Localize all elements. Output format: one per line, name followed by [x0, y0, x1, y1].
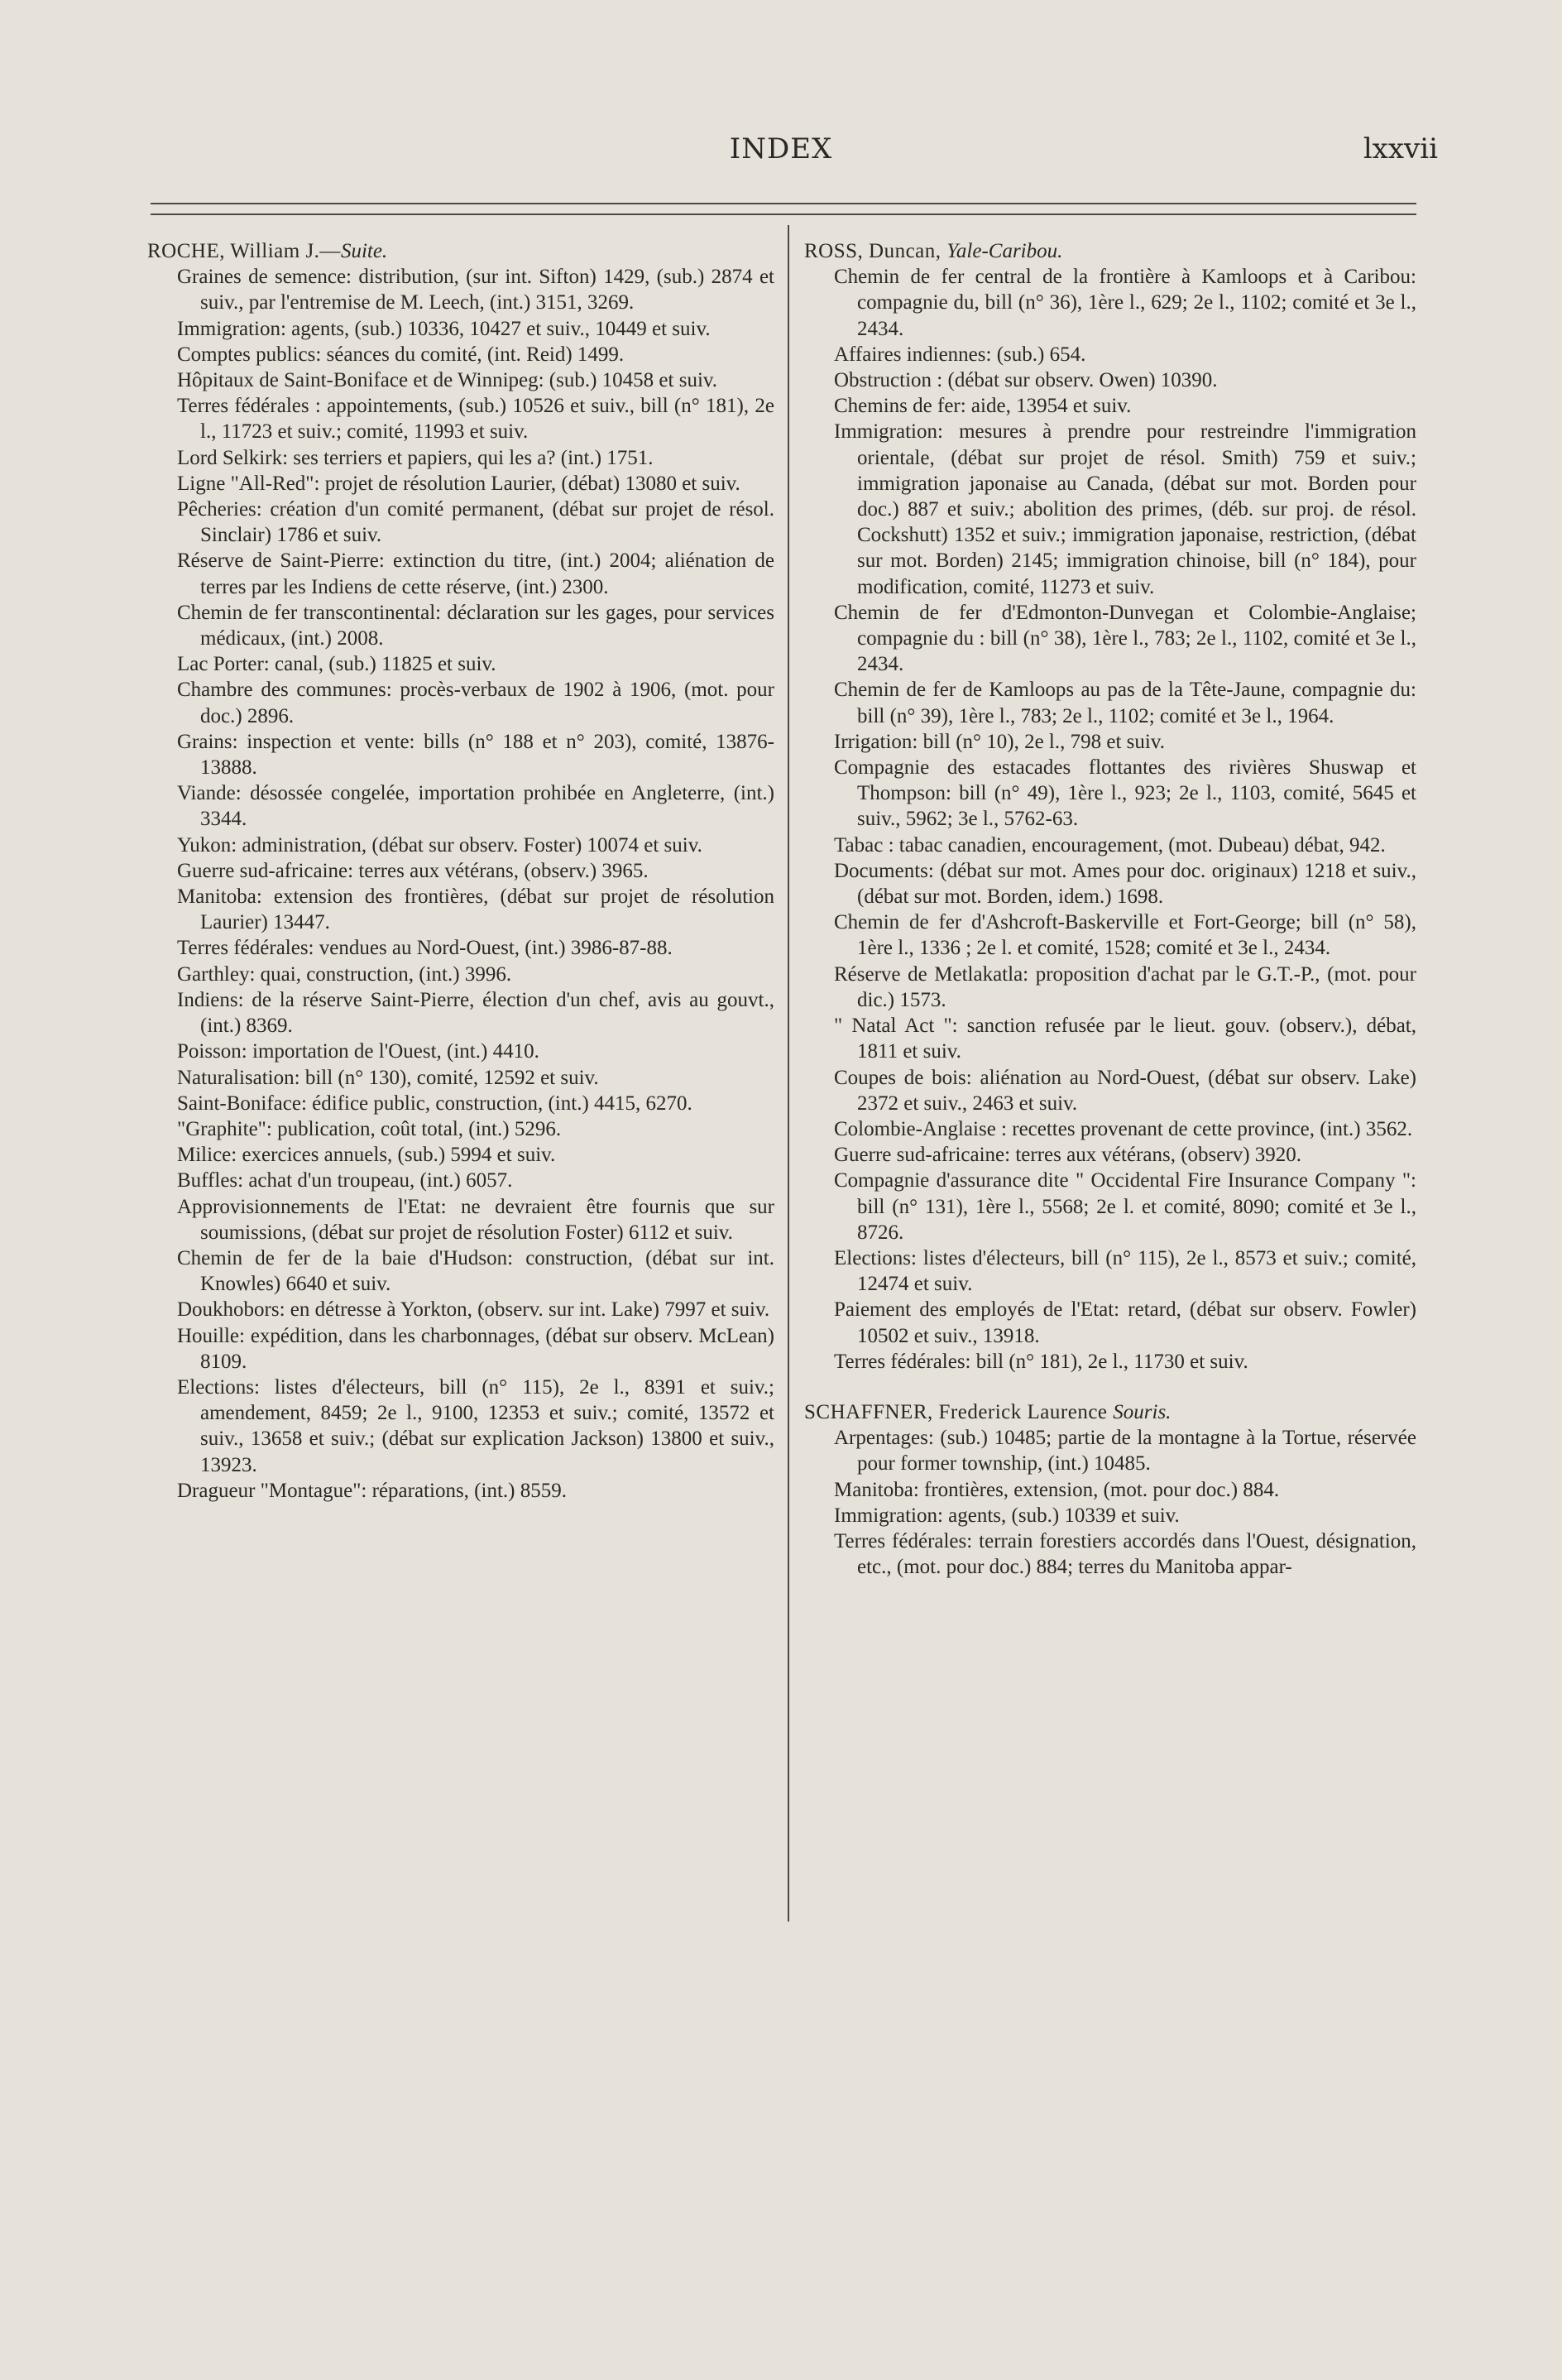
- index-heading: [804, 1399, 1416, 1425]
- index-entry: Terres fédérales: vendues au Nord-Ouest, (int.) 3986-87-88.: [177, 937, 673, 960]
- index-entry: Poisson: importation de l'Ouest, (int.) 4410.: [177, 1040, 539, 1063]
- index-entry: Guerre sud-africaine: terres aux vétérans, (observ.) 3965.: [177, 859, 649, 882]
- index-entry: Graines de semence: distribution, (sur int. Sifton) 1429, (sub.) 2874 et suiv., par l'entremise de M. Leech, (int.) 3151, 3269.: [177, 266, 774, 314]
- index-entry: Terres fédérales: bill (n° 181), 2e l., 11730 et suiv.: [834, 1350, 1248, 1373]
- member-riding: Souris.: [1113, 1400, 1172, 1423]
- index-entry: Chambre des communes: procès-verbaux de 1902 à 1906, (mot. pour doc.) 2896.: [177, 679, 774, 727]
- index-heading: [804, 238, 1416, 264]
- index-entry: Elections: listes d'électeurs, bill (n° 115), 2e l., 8391 et suiv.; amendement, 8459; 2e l., 9100, 12353 et suiv.; comité, 13572 et suiv., 13658 et suiv.; (débat sur explication Jackson) 13800 et suiv., 13923.: [177, 1375, 774, 1476]
- index-entry: Compagnie d'assurance dite " Occidental Fire Insurance Company ": bill (n° 131), 1ère l., 5568; 2e l. et comité, 8090; comité et 3e l., 8726.: [834, 1169, 1416, 1244]
- index-entry: Grains: inspection et vente: bills (n° 188 et n° 203), comité, 13876-13888.: [177, 730, 774, 780]
- member-riding: Suite.: [340, 240, 388, 262]
- index-entry: Colombie-Anglaise : recettes provenant de cette province, (int.) 3562.: [834, 1117, 1413, 1140]
- right-column: [804, 238, 1416, 1580]
- column-divider: [788, 225, 789, 1922]
- index-entry: "Graphite": publication, coût total, (int.) 5296.: [177, 1117, 562, 1140]
- index-entry: Lac Porter: canal, (sub.) 11825 et suiv.: [177, 653, 496, 676]
- index-entry: Buffles: achat d'un troupeau, (int.) 6057.: [177, 1169, 513, 1192]
- index-block: [147, 238, 774, 1504]
- index-entry: Réserve de Saint-Pierre: extinction du titre, (int.) 2004; aliénation de terres par les Indiens de cette réserve, (int.) 2300.: [177, 549, 774, 598]
- index-entry: Compagnie des estacades flottantes des rivières Shuswap et Thompson: bill (n° 49), 1ère l., 923; 2e l., 1103, comité, 5645 et suiv., 5962; 3e l., 5762-63.: [834, 756, 1416, 831]
- index-entry: Manitoba: extension des frontières, (débat sur projet de résolution Laurier) 13447.: [177, 885, 774, 934]
- index-entry: Coupes de bois: aliénation au Nord-Ouest, (débat sur observ. Lake) 2372 et suiv., 2463 et suiv.: [834, 1066, 1416, 1115]
- index-entry: Hôpitaux de Saint-Boniface et de Winnipeg: (sub.) 10458 et suiv.: [177, 369, 718, 392]
- index-entry: Doukhobors: en détresse à Yorkton, (observ. sur int. Lake) 7997 et suiv.: [177, 1298, 770, 1322]
- index-entry: Documents: (débat sur mot. Ames pour doc. originaux) 1218 et suiv., (débat sur mot. Borden, idem.) 1698.: [834, 859, 1416, 909]
- index-entry: Paiement des employés de l'Etat: retard, (débat sur observ. Fowler) 10502 et suiv., 13918.: [834, 1298, 1416, 1347]
- index-block: [804, 238, 1416, 1375]
- index-block: [804, 1399, 1416, 1580]
- index-entry: Comptes publics: séances du comité, (int. Reid) 1499.: [177, 343, 625, 366]
- index-entry: Immigration: agents, (sub.) 10339 et suiv.: [834, 1504, 1180, 1527]
- index-entry: " Natal Act ": sanction refusée par le lieut. gouv. (observ.), débat, 1811 et suiv.: [834, 1015, 1416, 1063]
- index-entry: Guerre sud-africaine: terres aux vétérans, (observ) 3920.: [834, 1144, 1302, 1167]
- page-header: [0, 132, 1562, 174]
- index-entry: Terres fédérales: terrain forestiers accordés dans l'Ouest, désignation, etc., (mot. pour doc.) 884; terres du Manitoba appar-: [834, 1529, 1416, 1579]
- index-entry: Lord Selkirk: ses terriers et papiers, qui les a? (int.) 1751.: [177, 446, 654, 469]
- index-entry: Houille: expédition, dans les charbonnages, (débat sur observ. McLean) 8109.: [177, 1324, 774, 1373]
- index-entry: Affaires indiennes: (sub.) 654.: [834, 343, 1086, 366]
- member-name: SCHAFFNER, Frederick Laurence: [804, 1400, 1114, 1423]
- index-entry: Indiens: de la réserve Saint-Pierre, élection d'un chef, avis au gouvt., (int.) 8369.: [177, 988, 774, 1038]
- index-entry: Dragueur "Montague": réparations, (int.) 8559.: [177, 1479, 567, 1502]
- index-entry: Chemin de fer central de la frontière à Kamloops et à Caribou: compagnie du, bill (n° 36), 1ère l., 629; 2e l., 1102; comité et 3e l., 2434.: [834, 266, 1416, 340]
- left-column: [147, 238, 774, 1504]
- header-rule-top: [151, 203, 1416, 204]
- index-entry: Chemin de fer d'Ashcroft-Baskerville et Fort-George; bill (n° 58), 1ère l., 1336 ; 2e l. et comité, 1528; comité et 3e l., 2434.: [834, 911, 1416, 960]
- index-entry: Approvisionnements de l'Etat: ne devraient être fournis que sur soumissions, (débat sur projet de résolution Foster) 6112 et suiv.: [177, 1195, 774, 1244]
- index-entry: Pêcheries: création d'un comité permanent, (débat sur projet de résol. Sinclair) 1786 et suiv.: [177, 498, 774, 547]
- index-entry: Milice: exercices annuels, (sub.) 5994 et suiv.: [177, 1144, 556, 1167]
- index-entry: Saint-Boniface: édifice public, construction, (int.) 4415, 6270.: [177, 1092, 692, 1115]
- index-entry: Tabac : tabac canadien, encouragement, (mot. Dubeau) débat, 942.: [834, 833, 1386, 857]
- index-entry: Chemin de fer de Kamloops au pas de la Tête-Jaune, compagnie du: bill (n° 39), 1ère l., 783; 2e l., 1102; comité et 3e l., 1964.: [834, 679, 1416, 727]
- header-rule-bottom: [151, 214, 1416, 215]
- member-name: ROCHE, William J.—: [147, 240, 341, 262]
- page-number: lxxvii: [1363, 132, 1438, 166]
- index-entry: Irrigation: bill (n° 10), 2e l., 798 et suiv.: [834, 730, 1165, 753]
- index-entry: Elections: listes d'électeurs, bill (n° 115), 2e l., 8573 et suiv.; comité, 12474 et suiv.: [834, 1246, 1416, 1296]
- index-entry: Terres fédérales : appointements, (sub.) 10526 et suiv., bill (n° 181), 2e l., 11723 et suiv.; comité, 11993 et suiv.: [177, 395, 774, 444]
- page-title: INDEX: [729, 132, 833, 166]
- index-entry: Réserve de Metlakatla: proposition d'achat par le G.T.-P., (mot. pour dic.) 1573.: [834, 962, 1416, 1011]
- index-entry: Chemins de fer: aide, 13954 et suiv.: [834, 395, 1132, 418]
- index-entry: Garthley: quai, construction, (int.) 3996.: [177, 962, 512, 986]
- member-name: ROSS, Duncan,: [804, 240, 947, 262]
- index-entry: Naturalisation: bill (n° 130), comité, 12592 et suiv.: [177, 1066, 599, 1089]
- block-gap: [804, 1375, 1416, 1399]
- index-entry: Chemin de fer de la baie d'Hudson: construction, (débat sur int. Knowles) 6640 et suiv.: [177, 1246, 774, 1296]
- index-entry: Immigration: mesures à prendre pour restreindre l'immigration orientale, (débat sur projet de résol. Smith) 759 et suiv.; immigration japonaise au Canada, (débat sur mot. Borden pour doc.) 887 et suiv.; abolition des primes, (déb. sur proj. de résol. Cockshutt) 1352 et suiv.; immigration japonaise, restriction, (débat sur mot. Borden) 2145; immigration chinoise, bill (n° 184), pour modification, comité, 11273 et suiv.: [834, 420, 1416, 598]
- index-entry: Ligne "All-Red": projet de résolution Laurier, (débat) 13080 et suiv.: [177, 472, 740, 495]
- index-heading: [147, 238, 774, 264]
- index-entry: Obstruction : (débat sur observ. Owen) 10390.: [834, 369, 1218, 392]
- index-entry: Immigration: agents, (sub.) 10336, 10427 et suiv., 10449 et suiv.: [177, 317, 711, 340]
- index-entry: Viande: désossée congelée, importation prohibée en Angleterre, (int.) 3344.: [177, 782, 774, 831]
- index-entry: Chemin de fer d'Edmonton-Dunvegan et Colombie-Anglaise; compagnie du : bill (n° 38), 1ère l., 783; 2e l., 1102, comité et 3e l., 2434.: [834, 601, 1416, 676]
- index-entry: Manitoba: frontières, extension, (mot. pour doc.) 884.: [834, 1478, 1280, 1501]
- member-riding: Yale-Caribou.: [946, 240, 1063, 262]
- index-entry: Arpentages: (sub.) 10485; partie de la montagne à la Tortue, réservée pour former township, (int.) 10485.: [834, 1427, 1416, 1476]
- index-entry: Chemin de fer transcontinental: déclaration sur les gages, pour services médicaux, (int.) 2008.: [177, 601, 774, 650]
- index-entry: Yukon: administration, (débat sur observ. Foster) 10074 et suiv.: [177, 833, 702, 857]
